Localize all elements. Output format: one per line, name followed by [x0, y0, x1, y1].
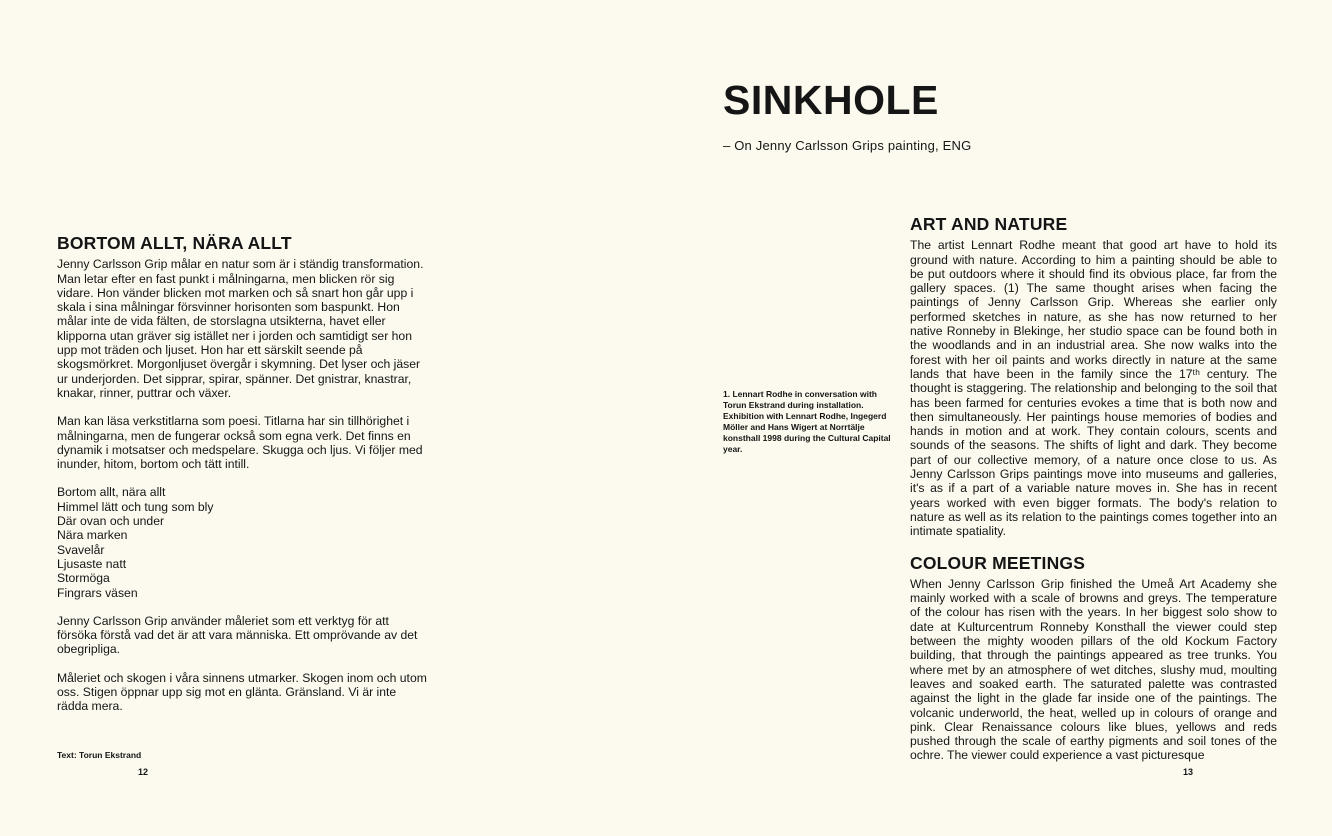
poem-line: Fingrars väsen — [57, 585, 138, 600]
poem-line: Stormöga — [57, 571, 110, 586]
body-paragraph: Jenny Carlsson Grip använder måleriet som ett verktyg för att försöka förstå vad det är att vara människa. Ett omprövande av det obegripliga. — [57, 613, 418, 657]
section-body: The artist Lennart Rodhe meant that good art have to hold its ground with nature. According to him a painting should be able to be put outdoors where it should find its obvious place, far from the gallery spaces. (1) The same thought arises when facing the paintings of Jenny Carlsson Grip. Whereas she earlier only performed sketches in nature, as she has now returned to her native Ronneby in Blekinge, her studio space can be found both in the woodlands and in an industrial area. She now walks into the forest with her oil paints and works directly in nature at the same lands that have been in the family since the 17ᵗʰ century. The thought is staggering. The relationship and belonging to the soil that has been farmed for centuries evokes a time that is both now and then simultaneously. Her paintings house memories of bodies and hands in motion and at work. They contain colours, scents and sounds of the seasons. The shifts of light and dark. They become part of our collective memory, of a nature once close to us. As Jenny Carlsson Grips paintings move into museums and galleries, it's as if a part of a variable nature moves in. She has in recent years worked with even bigger formats. The body's relation to nature as well as its relation to the paintings comes together into an intimate spatiality. — [910, 238, 1277, 539]
page-number-left: 12 — [138, 767, 149, 777]
poem-line: Där ovan och under — [57, 514, 165, 529]
title-block — [723, 77, 972, 153]
heading-bortom-allt: BORTOM ALLT, NÄRA ALLT — [57, 233, 292, 253]
right-page-column — [910, 214, 1277, 763]
body-paragraph: Jenny Carlsson Grip målar en natur som är i ständig transformation. Man letar efter en fast punkt i målningarna, men blicken rör sig vidare. Hon vänder blicken mot marken och så snart hon går upp i skala i sina målningar försvinner horisonten som baspunkt. Hon målar inte de vida fälten, de storslagna utsikterna, havet eller klipporna utan gräver sig istället ner i jorden och samtidigt ser hon upp mot träden och ljuset. Hon har ett särskilt seende på skogsmörkret. Morgonljuset övergår i skymning. Det lyser och jäser ur underjorden. Det sipprar, spirar, spänner. Det gnistrar, knastrar, knakar, rinner, puttrar och växer. — [57, 257, 424, 400]
section-body: When Jenny Carlsson Grip finished the Umeå Art Academy she mainly worked with a scale of browns and greys. The temperature of the colour has risen with the years. In her biggest solo show to date at Kulturcentrum Ronneby Konsthall the viewer could step between the mighty wooden pillars of the old Kockum Factory building, that through the paintings appeared as tree trunks. You where met by an atmosphere of wet ditches, slushy mud, moulting leaves and soaked earth. The saturated palette was contrasted against the light in the glade far inside one of the paintings. The volcanic underworld, the heat, welled up in colours of orange and pink. Clear Renaissance colours like blues, yellows and reds pushed through the scale of earthy pigments and soil tones of the ochre. The viewer could experience a vast picturesque — [910, 576, 1277, 763]
body-paragraph: Man kan läsa verkstitlarna som poesi. Titlarna har sin tillhörighet i målningarna, men de fungerar också som egna verk. Det finns en dynamik i motsatser och medspelare. Skugga och ljus. Vi följer med inunder, hitom, bortom och tätt intill. — [57, 414, 423, 472]
essay-section — [910, 552, 1277, 763]
left-page-column — [57, 233, 429, 762]
left-closing-paragraph-group — [57, 614, 429, 714]
footnote: 1. Lennart Rodhe in conversation with Torun Ekstrand during installation. Exhibition with Lennart Rodhe, Ingegerd Möller and Hans Wigert at Norrtälje konsthall 1998 during the Cultural Capital year. — [723, 389, 891, 454]
poem-line: Nära marken — [57, 528, 128, 543]
section-heading: COLOUR MEETINGS — [910, 552, 1086, 573]
section-heading: ART AND NATURE — [910, 214, 1068, 234]
body-paragraph: Måleriet och skogen i våra sinnens utmarker. Skogen inom och utom oss. Stigen öppnar upp sig mot en glänta. Gränsland. Vi är inte rädda mera. — [57, 670, 427, 714]
poem-line: Svavelår — [57, 542, 105, 557]
text-credit: Text: Torun Ekstrand — [57, 749, 142, 760]
poem-line: Bortom allt, nära allt — [57, 485, 166, 500]
poem-line: Ljusaste natt — [57, 556, 127, 571]
page-title: SINKHOLE — [723, 77, 939, 123]
essay-section — [910, 214, 1277, 539]
poem-block — [57, 485, 429, 599]
poem-line: Himmel lätt och tung som bly — [57, 499, 214, 514]
subtitle: – On Jenny Carlsson Grips painting, ENG — [723, 138, 972, 153]
left-paragraph-group — [57, 257, 429, 471]
page-number-right: 13 — [1183, 767, 1194, 777]
